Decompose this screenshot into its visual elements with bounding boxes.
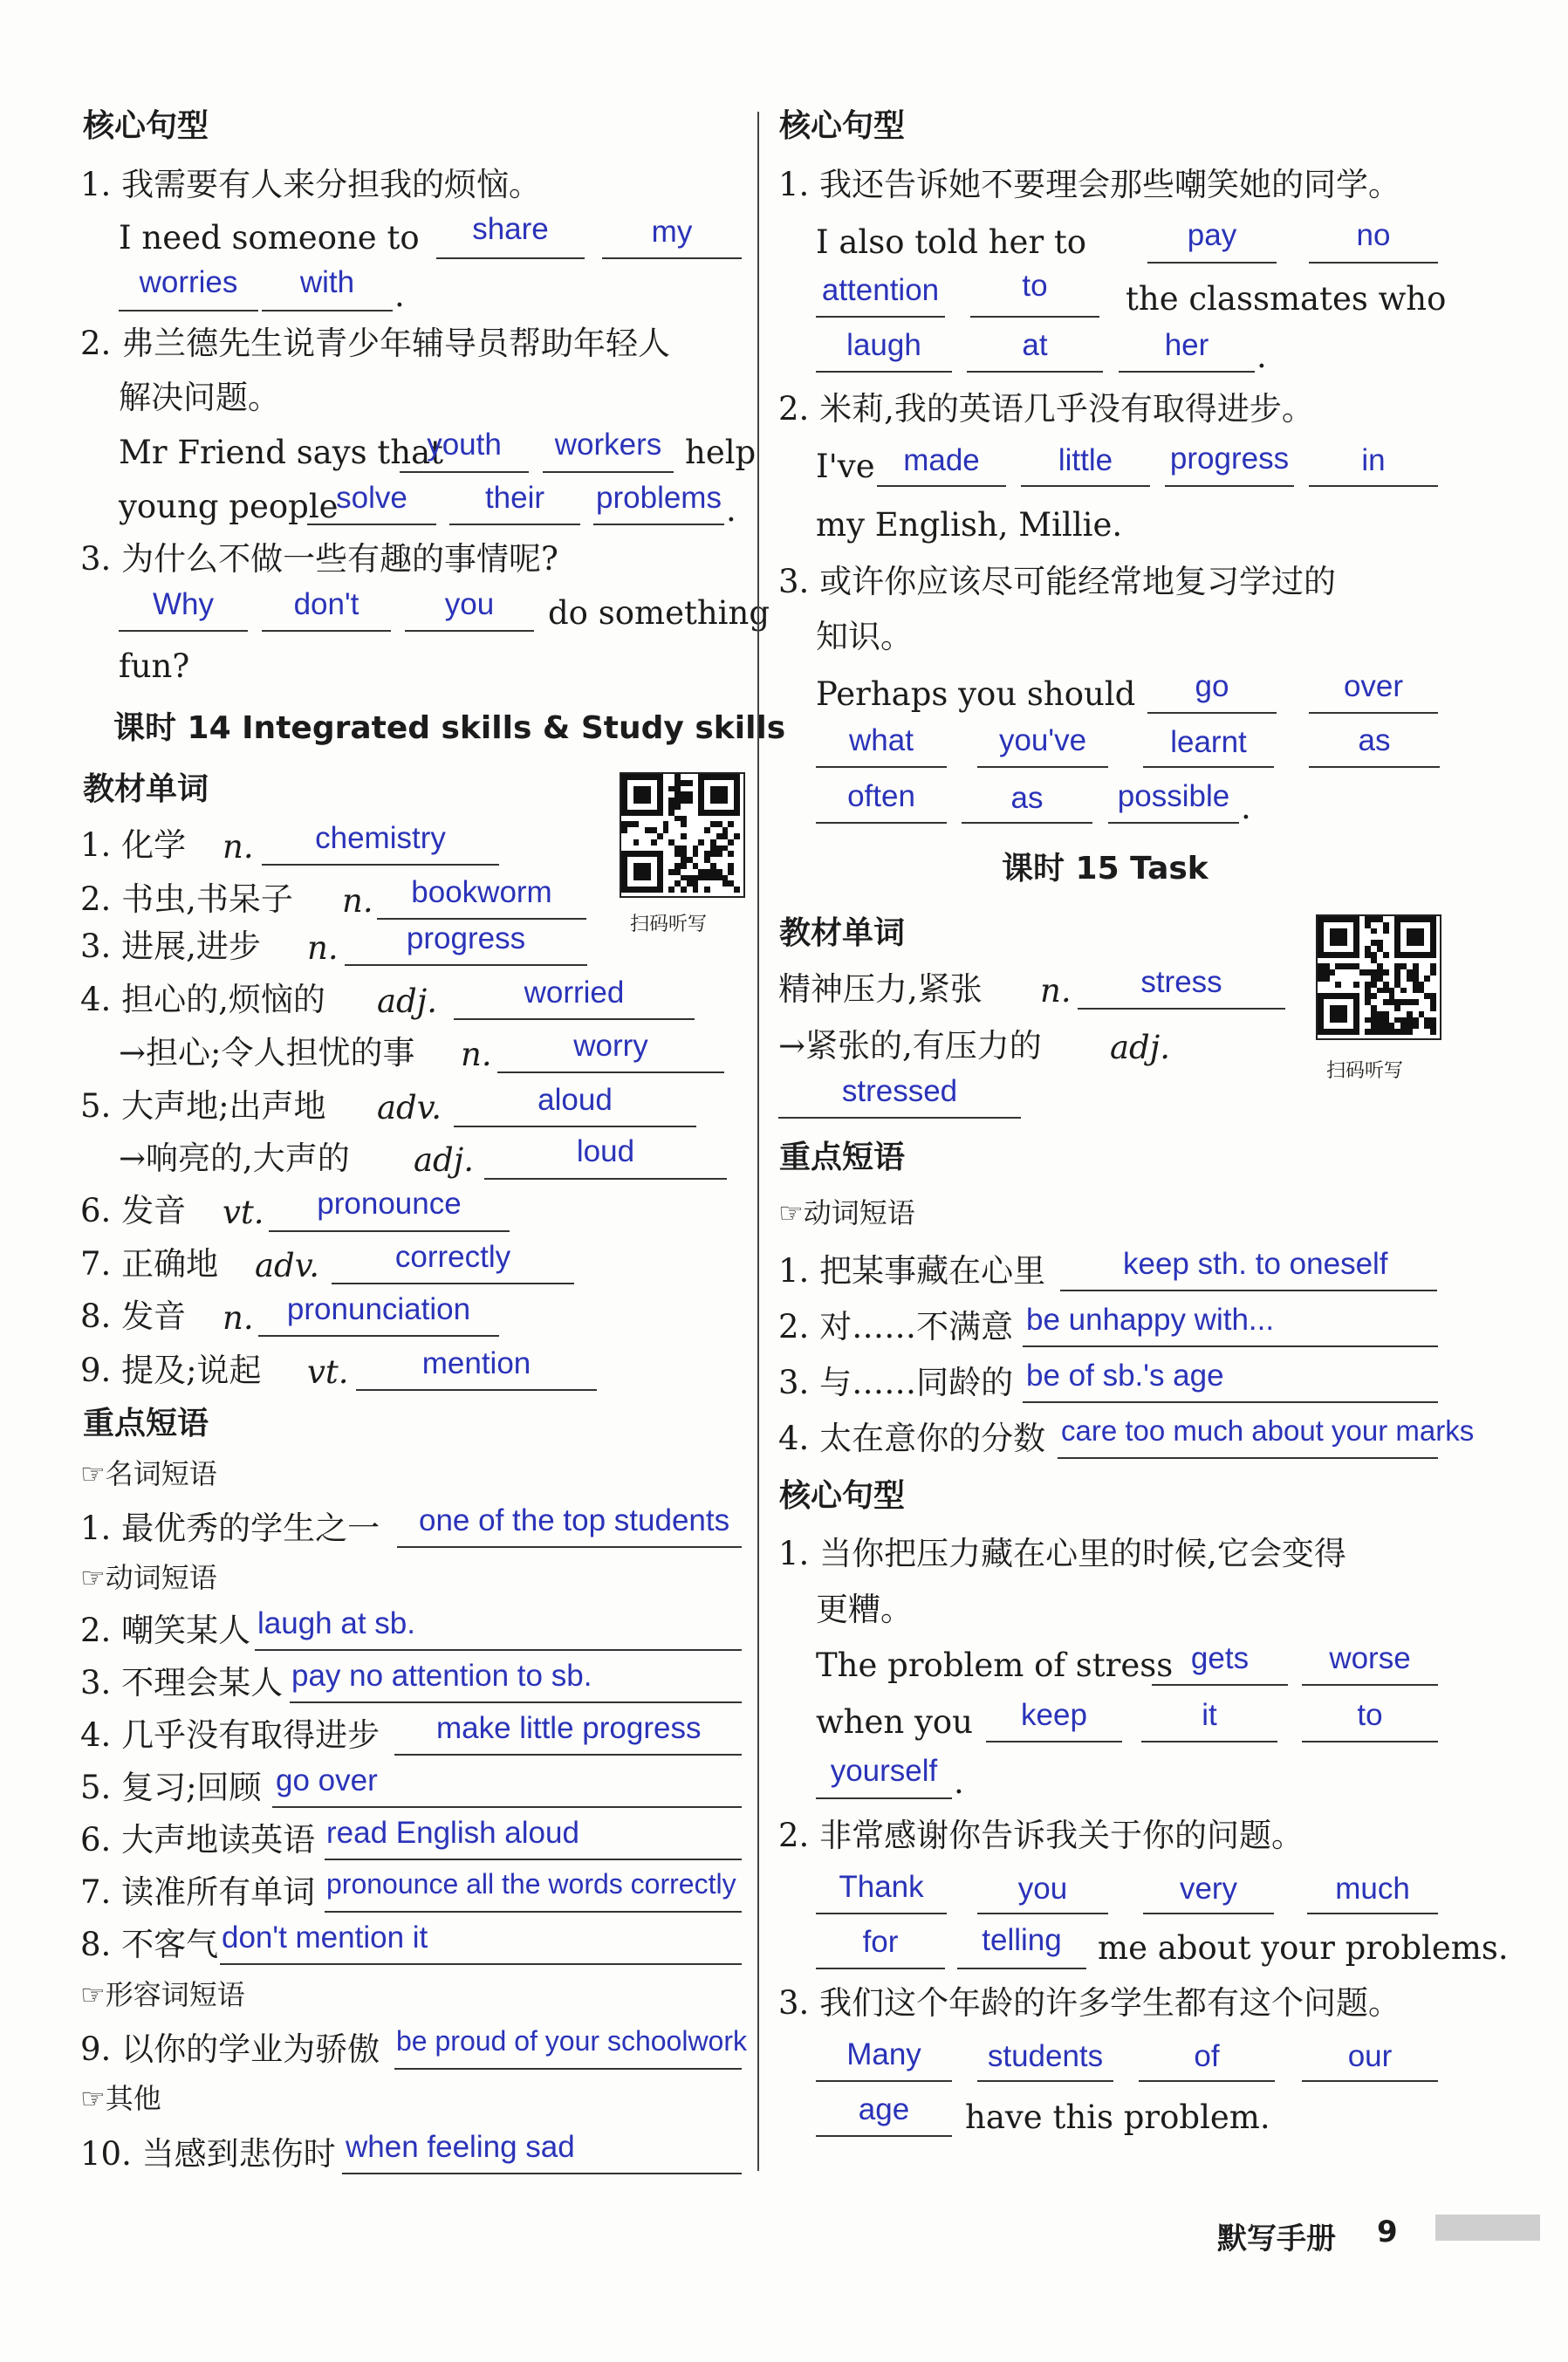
vocab-cn: 7. 正确地 (80, 1245, 219, 1283)
answer: workers (554, 428, 662, 462)
phrase-cn: 2. 对……不满意 (778, 1308, 1014, 1345)
sentence-cn: 2. 非常感谢你告诉我关于你的问题。 (778, 1817, 1304, 1854)
adj-phrase-label: ☞形容词短语 (80, 1978, 245, 2011)
verb-phrase-label: ☞动词短语 (80, 1561, 217, 1594)
answer: learnt (1170, 725, 1247, 759)
book-title: 默写手册 (1217, 2222, 1336, 2256)
answer: be unhappy with... (1026, 1303, 1275, 1337)
answer: as (1358, 723, 1391, 757)
answer: in (1361, 443, 1386, 477)
answer: one of the top students (419, 1503, 730, 1537)
answer: read English aloud (326, 1816, 579, 1850)
answer: yourself (830, 1754, 938, 1788)
answer: to (1022, 269, 1048, 303)
answer: keep sth. to oneself (1123, 1247, 1388, 1281)
answer: keep (1021, 1698, 1087, 1732)
answer: their (484, 481, 545, 515)
others-label: ☞其他 (80, 2082, 161, 2115)
answer: bookworm (411, 875, 552, 909)
answer: pay (1187, 218, 1237, 252)
answer: Thank (839, 1870, 924, 1904)
phrase-cn: 6. 大声地读英语 (80, 1821, 316, 1859)
sentence-cn: 3. 为什么不做一些有趣的事情呢? (80, 540, 558, 578)
answer: pay no attention to sb. (291, 1659, 592, 1693)
sentence-cn: 1. 当你把压力藏在心里的时候,它会变得 (778, 1535, 1346, 1572)
phrase-cn: 3. 与……同龄的 (778, 1364, 1014, 1401)
answer: attention (821, 273, 940, 307)
answer: at (1022, 328, 1048, 362)
answer: care too much about your marks (1061, 1414, 1475, 1447)
answer: students (987, 2039, 1104, 2073)
answer: possible (1117, 779, 1230, 813)
phrase-heading: 重点短语 (83, 1406, 209, 1441)
answer: much (1335, 1872, 1410, 1906)
sentence-cn: 2. 米莉,我的英语几乎没有取得进步。 (778, 390, 1314, 428)
sentence-en: I also told her to (816, 223, 1087, 261)
answer: problems (596, 481, 722, 515)
sentence-en: I need someone to (119, 219, 420, 257)
sentence-cn: 3. 或许你应该尽可能经常地复习学过的 (778, 563, 1337, 600)
answer: our (1347, 2039, 1393, 2073)
phrase-heading: 重点短语 (779, 1140, 906, 1175)
column-divider (757, 112, 759, 2171)
qr-caption: 扫码听写 (1326, 1060, 1404, 1082)
answer: over (1343, 669, 1404, 703)
answer: don't (293, 587, 359, 621)
answer: it (1202, 1698, 1217, 1732)
sentence-cn: 解决问题。 (119, 379, 280, 416)
answer: share (472, 212, 549, 246)
vocab-cn: →紧张的,有压力的 (778, 1027, 1042, 1065)
answer: worry (573, 1029, 648, 1063)
vocab-cn: 6. 发音 (80, 1192, 187, 1229)
answer: telling (982, 1923, 1062, 1957)
vocab-cn: 3. 进展,进步 (80, 928, 261, 965)
pointing-hand-icon: ☞ (80, 1978, 106, 2011)
footer-bar (1435, 2215, 1540, 2241)
vocab-cn: →担心;令人担忧的事 (119, 1034, 415, 1071)
answer: gets (1190, 1641, 1250, 1675)
answer: to (1357, 1698, 1383, 1732)
answer: often (847, 779, 915, 813)
phrase-cn: 10. 当感到悲伤时 (80, 2135, 336, 2173)
answer: loud (576, 1134, 635, 1168)
answer: worries (139, 265, 238, 299)
vocab-cn: 2. 书虫,书呆子 (80, 880, 293, 918)
answer: Why (153, 587, 214, 621)
answer: you (1017, 1872, 1068, 1906)
answer: with (299, 265, 355, 299)
phrase-cn: 1. 最优秀的学生之一 (80, 1510, 380, 1547)
answer: laugh (846, 328, 921, 362)
answer: pronunciation (286, 1292, 471, 1326)
qr-code-icon (620, 772, 745, 898)
noun-phrase-label: ☞名词短语 (80, 1457, 217, 1490)
sentence-cn: 1. 我需要有人来分担我的烦恼。 (80, 166, 542, 203)
answer: progress (406, 921, 526, 955)
answer: Many (846, 2037, 921, 2071)
vocab-cn: 1. 化学 (80, 826, 187, 864)
sentence-en: The problem of stress (816, 1647, 1174, 1684)
answer: stressed (841, 1074, 958, 1108)
phrase-cn: 8. 不客气 (80, 1926, 219, 1963)
answer: don't mention it (222, 1920, 428, 1955)
core-sentences-heading: 核心句型 (83, 108, 209, 144)
answer: be proud of your schoolwork (396, 2025, 747, 2057)
sentence-cn: 3. 我们这个年龄的许多学生都有这个问题。 (778, 1984, 1401, 2022)
answer: chemistry (315, 821, 446, 855)
vocab-heading: 教材单词 (83, 771, 209, 807)
answer: very (1179, 1872, 1238, 1906)
answer: worried (524, 976, 625, 1010)
answer: laugh at sb. (257, 1606, 415, 1640)
answer: aloud (538, 1083, 613, 1117)
core-sentences-heading: 核心句型 (779, 108, 906, 144)
answer: solve (336, 481, 407, 515)
answer: pronounce (317, 1187, 462, 1221)
answer: little (1058, 443, 1113, 477)
answer: make little progress (436, 1711, 702, 1745)
answer: for (862, 1925, 899, 1959)
answer: of (1194, 2039, 1220, 2073)
lesson-14-title: 课时 14 Integrated skills & Study skills (113, 710, 786, 746)
verb-phrase-label: ☞动词短语 (778, 1196, 915, 1229)
vocab-heading: 教材单词 (779, 915, 906, 951)
qr-code-icon (1316, 914, 1441, 1040)
phrase-cn: 5. 复习;回顾 (80, 1769, 262, 1806)
answer: made (903, 443, 980, 477)
vocab-cn: 9. 提及;说起 (80, 1352, 262, 1389)
vocab-cn: 精神压力,紧张 (778, 970, 983, 1008)
answer: what (849, 723, 914, 757)
answer: as (1010, 781, 1044, 815)
answer: be of sb.'s age (1026, 1359, 1224, 1393)
sentence-en: Mr Friend says that (119, 434, 444, 471)
sentence-cn: 知识。 (816, 618, 913, 655)
core-sentences-heading: 核心句型 (779, 1478, 906, 1514)
phrase-cn: 2. 嘲笑某人 (80, 1612, 251, 1649)
lesson-15-title: 课时 15 Task (1002, 851, 1209, 887)
sentence-en: Perhaps you should (816, 675, 1136, 713)
pointing-hand-icon: ☞ (80, 1457, 106, 1490)
pointing-hand-icon: ☞ (80, 2082, 106, 2115)
phrase-cn: 4. 几乎没有取得进步 (80, 1716, 380, 1754)
answer: pronounce all the words correctly (326, 1868, 736, 1900)
sentence-en: I've (816, 448, 875, 485)
phrase-cn: 7. 读准所有单词 (80, 1873, 316, 1911)
page-number: 9 (1377, 2215, 1398, 2249)
answer: you (444, 587, 495, 621)
answer: age (858, 2092, 910, 2126)
answer: my (651, 215, 693, 249)
answer: her (1164, 328, 1209, 362)
vocab-cn: →响亮的,大声的 (119, 1140, 350, 1177)
answer: progress (1169, 442, 1290, 476)
sentence-cn: 更糟。 (816, 1591, 913, 1628)
sentence-cn: 2. 弗兰德先生说青少年辅导员帮助年轻人 (80, 325, 671, 362)
answer: go (1195, 669, 1229, 703)
phrase-cn: 4. 太在意你的分数 (778, 1420, 1046, 1457)
answer: when feeling sad (346, 2130, 575, 2164)
vocab-cn: 4. 担心的,烦恼的 (80, 981, 325, 1018)
qr-caption: 扫码听写 (630, 914, 708, 935)
answer: you've (998, 723, 1087, 757)
answer: stress (1140, 965, 1222, 999)
answer: youth (427, 428, 502, 462)
vocab-cn: 8. 发音 (80, 1297, 187, 1335)
vocab-cn: 5. 大声地;出声地 (80, 1087, 326, 1125)
answer: correctly (394, 1240, 511, 1274)
pointing-hand-icon: ☞ (80, 1561, 106, 1594)
phrase-cn: 9. 以你的学业为骄傲 (80, 2030, 380, 2068)
pointing-hand-icon: ☞ (778, 1196, 804, 1229)
answer: mention (421, 1346, 531, 1380)
answer: worse (1329, 1641, 1411, 1675)
phrase-cn: 3. 不理会某人 (80, 1664, 284, 1701)
phrase-cn: 1. 把某事藏在心里 (778, 1252, 1046, 1290)
answer: go over (276, 1763, 378, 1797)
sentence-cn: 1. 我还告诉她不要理会那些嘲笑她的同学。 (778, 166, 1401, 203)
answer: no (1356, 218, 1391, 252)
